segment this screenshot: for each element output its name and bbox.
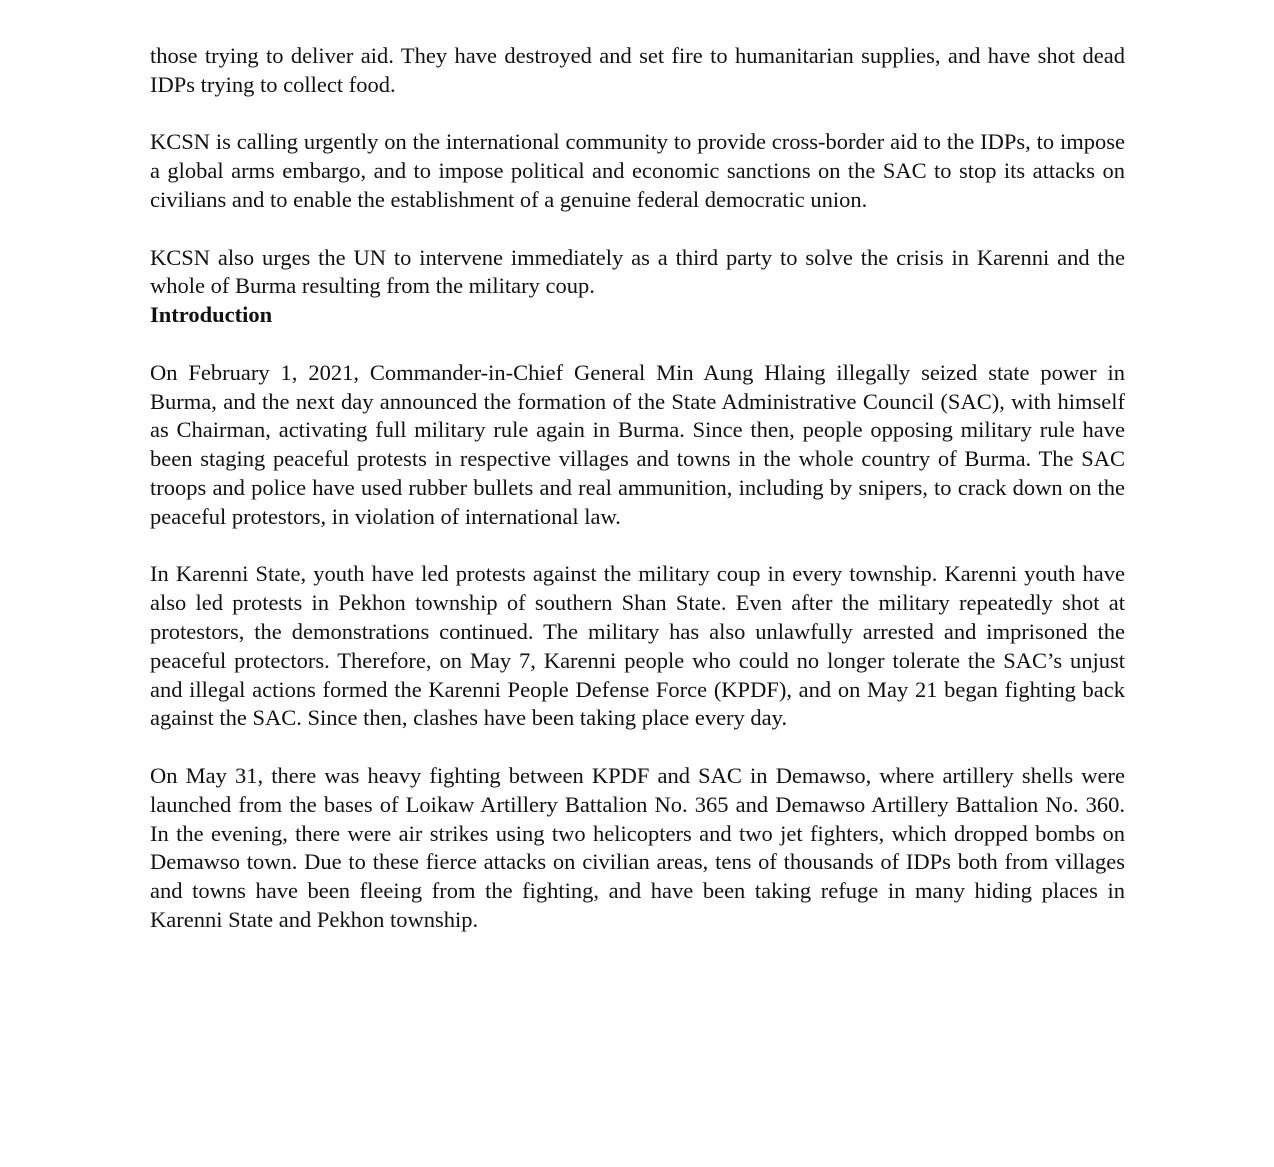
paragraph-aid-attacks: those trying to deliver aid. They have destroyed and set fire to humanitarian supplies, and have shot dead IDPs trying to collect food. xyxy=(150,43,1125,97)
paragraph-coup: On February 1, 2021, Commander-in-Chief General Min Aung Hlaing illegally seized state power in Burma, and the next day announced the formation of the State Administrative Council (SAC), with himself as Chairman, activating full military rule again in Burma. Since then, people opposing military rule have been staging peaceful protests in respective villages and towns in the whole country of Burma. The SAC troops and police have used rubber bullets and real ammunition, including by snipers, to crack down on the peaceful protestors, in violation of international law. xyxy=(150,359,1125,529)
section-heading-introduction: Introduction xyxy=(150,302,273,328)
paragraph-demawso-fighting: On May 31, there was heavy fighting between KPDF and SAC in Demawso, where artillery shells were launched from the bases of Loikaw Artillery Battalion No. 365 and Demawso Artillery Battalion No. 360. In the evening, there were air strikes using two helicopters and two jet fighters, which dropped bombs on Demawso town. Due to these fierce attacks on civilian areas, tens of thousands of IDPs both from villages and towns have been fleeing from the fighting, and have been taking refuge in many hiding places in Karenni State and Pekhon township. xyxy=(150,762,1125,932)
document-page xyxy=(150,42,1125,935)
paragraph-karenni-protests: In Karenni State, youth have led protests against the military coup in every township. Karenni youth have also led protests in Pekhon township of southern Shan State. Even after the military repeatedly shot at protestors, the demonstrations continued. The military has also unlawfully arrested and imprisoned the peaceful protectors. Therefore, on May 7, Karenni people who could no longer tolerate the SAC’s unjust and illegal actions formed the Karenni People Defense Force (KPDF), and on May 21 began fighting back against the SAC. Since then, clashes have been taking place every day. xyxy=(150,561,1125,731)
paragraph-kcsn-call: KCSN is calling urgently on the international community to provide cross-border aid to the IDPs, to impose a global arms embargo, and to impose political and economic sanctions on the SAC to stop its attacks on civilians and to enable the establishment of a genuine federal democratic union. xyxy=(150,129,1125,212)
paragraph-un-urge: KCSN also urges the UN to intervene immediately as a third party to solve the crisis in Karenni and the whole of Burma resulting from the military coup. xyxy=(150,244,1125,299)
